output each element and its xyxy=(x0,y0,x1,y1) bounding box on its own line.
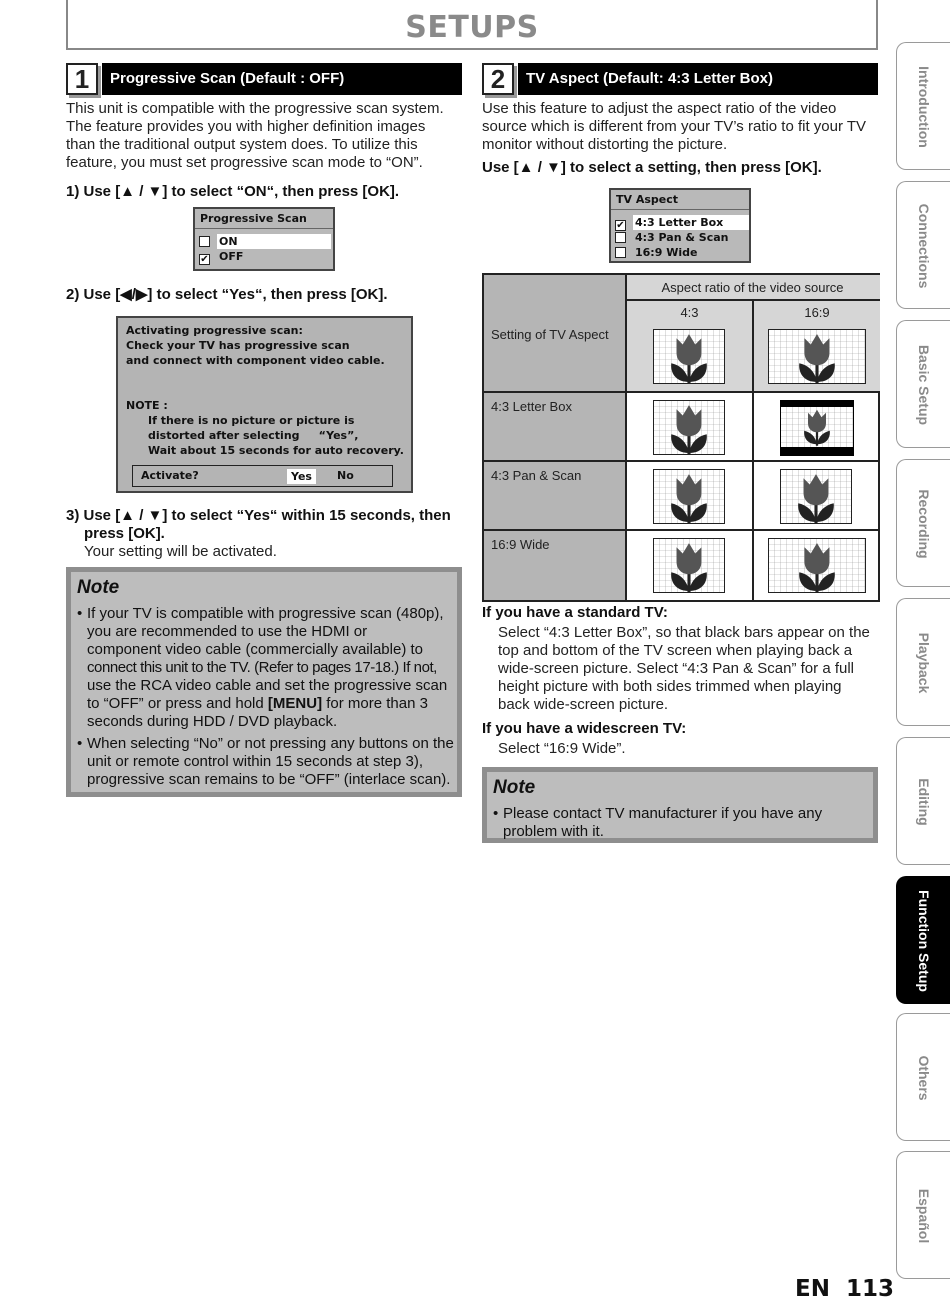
section1-intro-line: This unit is compatible with the progressive scan system. xyxy=(66,100,444,117)
progressive-scan-menu-title: Progressive Scan xyxy=(195,209,333,229)
option-label: 4:3 Letter Box xyxy=(635,216,724,229)
section1-intro-line: The feature provides you with higher definition images xyxy=(66,118,426,135)
standard-tv-heading: If you have a standard TV: xyxy=(482,604,668,621)
section1-number: 1 xyxy=(66,63,98,95)
note-item: • Please contact TV manufacturer if you have any problem with it. xyxy=(503,805,875,841)
note-line: When selecting “No” or not pressing any buttons on the xyxy=(87,735,454,752)
page-number: 113 xyxy=(845,1276,894,1302)
col-group-label: Aspect ratio of the video source xyxy=(661,280,844,295)
section1-header xyxy=(66,63,462,95)
table-cell xyxy=(754,531,880,600)
dialog-note-label: NOTE : xyxy=(126,399,168,412)
text-line: Select “4:3 Letter Box”, so that black bars appear on the xyxy=(498,624,870,641)
checkbox-icon xyxy=(615,247,626,258)
table-cell xyxy=(627,462,754,531)
table-cell xyxy=(627,531,754,600)
flower-picture-4-3 xyxy=(653,400,725,455)
section2-intro xyxy=(482,100,882,154)
note-line: Please contact TV manufacturer if you have any xyxy=(503,805,823,822)
row-label: 16:9 Wide xyxy=(491,537,550,552)
language-label: EN xyxy=(795,1276,830,1302)
note-text: for more than 3 xyxy=(326,695,428,712)
section1-step3: 3) Use [▲ / ▼] to select “Yes“ within 15 seconds, then xyxy=(66,507,451,524)
section1-step3-cont: press [OK]. xyxy=(84,525,165,542)
table-cell xyxy=(754,462,880,531)
tab-function-setup[interactable] xyxy=(896,876,950,1004)
note-text: to “OFF” or press and hold xyxy=(87,695,264,712)
tab-playback[interactable] xyxy=(896,598,950,726)
page-title-box xyxy=(66,0,878,50)
text-line: wide-screen picture. Select “4:3 Pan & Scan” for a full xyxy=(498,660,855,677)
section1-step1: 1) Use [▲ / ▼] to select “ON“, then press [OK]. xyxy=(66,183,400,200)
tab-label: Function Setup xyxy=(916,890,932,992)
tab-basic-setup[interactable] xyxy=(896,320,950,448)
note-title: Note xyxy=(493,777,536,798)
row-header-label: Setting of TV Aspect xyxy=(491,327,609,342)
text-line: height picture with both sides trimmed when playing xyxy=(498,678,842,695)
table-row-letterbox xyxy=(484,393,627,462)
tab-label: Editing xyxy=(916,778,932,826)
col-label: 16:9 xyxy=(804,305,830,320)
checkbox-icon xyxy=(615,232,626,243)
progressive-scan-menu xyxy=(193,207,335,271)
tab-label: Recording xyxy=(916,489,932,559)
note-item: • When selecting “No” or not pressing any buttons on the unit or remote control within 15 seconds at step 3), progressive scan remains to be “OFF” (interlace scan). xyxy=(87,735,459,789)
row-label: 4:3 Letter Box xyxy=(491,399,572,414)
note-line: problem with it. xyxy=(503,823,604,840)
flower-picture-16-9 xyxy=(768,329,866,384)
tab-label: Introduction xyxy=(916,66,932,148)
section1-intro xyxy=(66,100,466,172)
dialog-line: Activating progressive scan: xyxy=(126,324,303,337)
tab-label: Connections xyxy=(916,203,932,289)
table-col-header-169 xyxy=(754,301,880,393)
row-label: 4:3 Pan & Scan xyxy=(491,468,582,483)
section2-intro-line: Use this feature to adjust the aspect ratio of the video xyxy=(482,100,837,117)
tab-recording[interactable] xyxy=(896,459,950,587)
panscan-picture xyxy=(780,469,852,524)
progressive-scan-option-on[interactable] xyxy=(199,234,329,249)
col-label: 4:3 xyxy=(680,305,699,320)
dialog-note-line: If there is no picture or picture is xyxy=(148,414,355,427)
checkmark-icon: ✔ xyxy=(200,254,209,265)
section2-note xyxy=(482,767,878,843)
flower-picture-4-3 xyxy=(653,329,725,384)
section2-header xyxy=(482,63,878,95)
widescreen-tv-heading: If you have a widescreen TV: xyxy=(482,720,687,737)
tv-aspect-menu xyxy=(609,188,751,263)
progressive-scan-dialog xyxy=(116,316,413,493)
yes-button[interactable]: Yes xyxy=(287,469,316,484)
tv-aspect-menu-title: TV Aspect xyxy=(611,190,749,210)
tab-label: Español xyxy=(916,1188,932,1244)
option-label: ON xyxy=(219,235,238,248)
section2-number: 2 xyxy=(482,63,514,95)
tab-label: Others xyxy=(916,1055,932,1101)
page-title: SETUPS xyxy=(405,10,539,45)
flower-picture-4-3 xyxy=(653,469,725,524)
section1-note xyxy=(66,567,462,797)
note-line xyxy=(87,695,459,713)
table-row-panscan xyxy=(484,462,627,531)
tv-aspect-option-panscan[interactable] xyxy=(615,230,749,245)
table-col-header-43 xyxy=(627,301,754,393)
dialog-line: and connect with component video cable. xyxy=(126,354,385,367)
section2-intro-line: source which is different from your TV’s ratio to fit your TV xyxy=(482,118,867,135)
section2-heading: TV Aspect (Default: 4:3 Letter Box) xyxy=(518,63,878,95)
note-item: • If your TV is compatible with progressive scan (480p), you are recommended to use the HDMI or component video cable (commercially available) to connect this unit to the TV. (Refer to pages 17-18.) If not, use the RCA video cable and set the progressive scan to “OFF” or press and hold [MENU] for more than 3 seconds during HDD / DVD playback. xyxy=(87,605,459,731)
dialog-line: Check your TV has progressive scan xyxy=(126,339,350,352)
section1-intro-line: than the traditional output system does. To utilize this xyxy=(66,136,418,153)
text-line: top and bottom of the TV screen when playing back a xyxy=(498,642,853,659)
tab-label: Basic Setup xyxy=(916,344,932,426)
note-line: seconds during HDD / DVD playback. xyxy=(87,713,338,730)
table-row-header-cell xyxy=(484,275,627,393)
note-line: use the RCA video cable and set the progressive scan xyxy=(87,677,448,694)
section2-intro-line: monitor without distorting the picture. xyxy=(482,136,728,153)
table-col-group-header xyxy=(627,275,880,301)
widescreen-tv-text: Select “16:9 Wide”. xyxy=(498,740,626,757)
note-line: If your TV is compatible with progressive scan (480p), xyxy=(87,605,444,622)
tab-espanol[interactable] xyxy=(896,1151,950,1279)
tab-others[interactable] xyxy=(896,1013,950,1141)
section1-heading: Progressive Scan (Default : OFF) xyxy=(102,63,462,95)
table-row-wide xyxy=(484,531,627,600)
tab-connections[interactable] xyxy=(896,181,950,309)
tv-aspect-option-wide[interactable] xyxy=(615,245,749,260)
activate-bar xyxy=(132,465,393,487)
text-line: back wide-screen picture. xyxy=(498,696,669,713)
page-footer xyxy=(795,1276,894,1302)
no-button[interactable]: No xyxy=(337,469,354,482)
tab-introduction[interactable] xyxy=(896,42,950,170)
option-label: OFF xyxy=(219,250,244,263)
table-cell xyxy=(754,393,880,462)
standard-tv-text xyxy=(498,624,888,714)
squeezed-picture xyxy=(653,538,725,593)
letterbox-picture xyxy=(780,400,854,456)
tv-aspect-option-letterbox[interactable] xyxy=(615,215,749,230)
dialog-note-line: Wait about 15 seconds for auto recovery. xyxy=(148,444,404,457)
note-title: Note xyxy=(77,577,120,598)
table-cell xyxy=(627,393,754,462)
progressive-scan-option-off[interactable] xyxy=(199,249,329,264)
note-line: connect this unit to the TV. (Refer to pages 17-18.) If not, xyxy=(87,659,437,676)
aspect-ratio-table xyxy=(482,273,880,602)
note-line: unit or remote control within 15 seconds at step 3), xyxy=(87,753,424,770)
note-line: you are recommended to use the HDMI or xyxy=(87,623,368,640)
flower-picture-16-9 xyxy=(768,538,866,593)
option-label: 16:9 Wide xyxy=(635,246,698,259)
tab-label: Playback xyxy=(916,632,932,694)
section2-step: Use [▲ / ▼] to select a setting, then press [OK]. xyxy=(482,159,822,176)
section1-intro-line: feature, you must set progressive scan mode to “ON”. xyxy=(66,154,423,171)
section1-step3-result: Your setting will be activated. xyxy=(84,543,277,560)
tab-editing[interactable] xyxy=(896,737,950,865)
menu-key-label: [MENU] xyxy=(267,695,323,712)
option-label: 4:3 Pan & Scan xyxy=(635,231,729,244)
checkbox-icon xyxy=(199,236,210,247)
checkmark-icon: ✔ xyxy=(616,220,625,231)
note-line: component video cable (commercially available) to xyxy=(87,641,423,658)
activate-label: Activate? xyxy=(141,469,199,482)
note-line: progressive scan remains to be “OFF” (interlace scan). xyxy=(87,771,451,788)
dialog-note-line: distorted after selecting “Yes”, xyxy=(148,429,359,442)
section1-step2: 2) Use [◀/▶] to select “Yes“, then press [OK]. xyxy=(66,286,388,303)
